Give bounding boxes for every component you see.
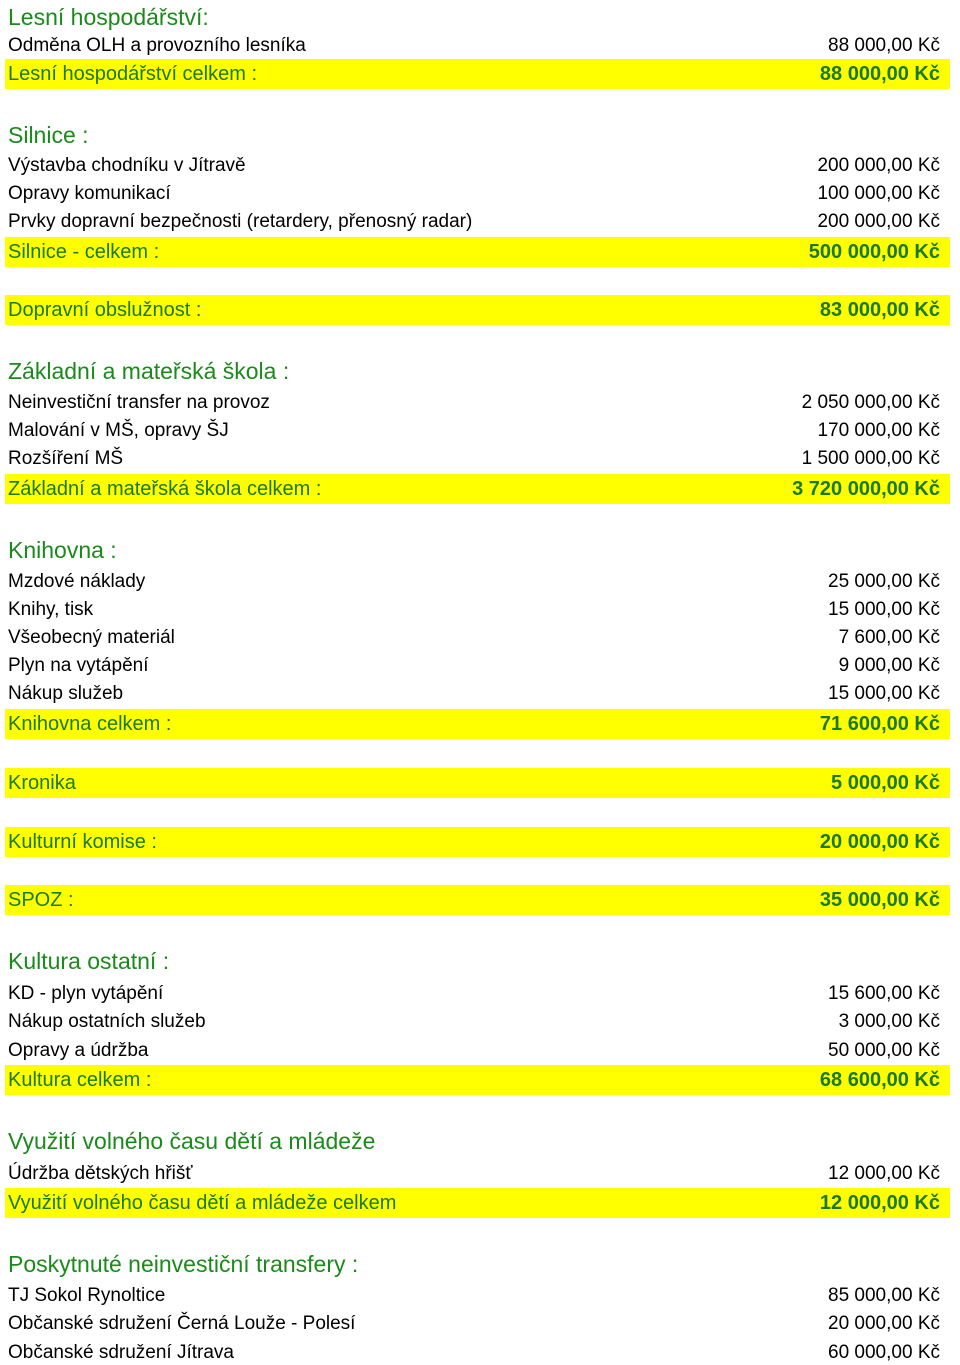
total-row [5, 827, 950, 857]
row-amount: 71 600,00 Kč [819, 713, 940, 735]
line-item [5, 1339, 950, 1365]
section-heading [5, 2, 950, 32]
line-item [5, 624, 950, 650]
row-label: TJ Sokol Rynoltice [8, 1285, 166, 1306]
line-item [5, 1037, 950, 1063]
row-label: Využití volného času dětí a mládeže celkem [8, 1192, 397, 1214]
row-amount: 3 720 000,00 Kč [792, 478, 940, 500]
line-item [5, 1282, 950, 1308]
row-label: Občanské sdružení Jítrava [8, 1342, 234, 1363]
row-label: Neinvestiční transfer na provoz [8, 392, 270, 413]
section-title: Lesní hospodářství: [8, 4, 209, 30]
section-title: Silnice : [8, 122, 89, 148]
row-label: Všeobecný materiál [8, 627, 175, 648]
row-amount: 170 000,00 Kč [817, 420, 940, 441]
row-amount: 85 000,00 Kč [828, 1285, 940, 1306]
total-row [5, 768, 950, 798]
line-item [5, 652, 950, 678]
row-amount: 20 000,00 Kč [819, 831, 940, 853]
row-amount: 12 000,00 Kč [819, 1192, 940, 1214]
row-label: Rozšíření MŠ [8, 448, 124, 469]
total-row [5, 295, 950, 325]
line-item [5, 32, 950, 58]
section-title: Kultura ostatní : [8, 948, 170, 974]
row-amount: 3 000,00 Kč [838, 1011, 940, 1032]
row-amount: 88 000,00 Kč [819, 63, 940, 85]
section-heading [5, 535, 950, 565]
total-row [5, 1188, 950, 1218]
row-amount: 15 000,00 Kč [828, 599, 940, 620]
line-item [5, 1008, 950, 1034]
line-item [5, 1310, 950, 1336]
row-amount: 35 000,00 Kč [819, 889, 940, 911]
row-amount: 1 500 000,00 Kč [801, 448, 940, 469]
section-heading [5, 1249, 950, 1279]
row-label: SPOZ : [8, 889, 74, 911]
row-amount: 25 000,00 Kč [828, 571, 940, 592]
total-row [5, 237, 950, 267]
total-row [5, 885, 950, 915]
row-label: Nákup ostatních služeb [8, 1011, 206, 1032]
row-amount: 15 600,00 Kč [828, 983, 940, 1004]
section-title: Základní a mateřská škola : [8, 358, 290, 384]
row-label: Prvky dopravní bezpečnosti (retardery, přenosný radar) [8, 211, 473, 232]
row-label: Dopravní obslužnost : [8, 299, 202, 321]
row-label: Kronika [8, 772, 76, 794]
row-amount: 100 000,00 Kč [817, 183, 940, 204]
line-item [5, 180, 950, 206]
total-row [5, 709, 950, 739]
row-label: Knihovna celkem : [8, 713, 172, 735]
row-label: Plyn na vytápění [8, 655, 149, 676]
row-amount: 15 000,00 Kč [828, 683, 940, 704]
line-item [5, 152, 950, 178]
section-title: Poskytnuté neinvestiční transfery : [8, 1251, 359, 1277]
section-heading [5, 356, 950, 386]
row-label: Mzdové náklady [8, 571, 146, 592]
line-item [5, 568, 950, 594]
row-amount: 88 000,00 Kč [828, 35, 940, 56]
row-label: Kultura celkem : [8, 1069, 152, 1091]
row-label: Lesní hospodářství celkem : [8, 63, 258, 85]
row-label: Údržba dětských hřišť [8, 1163, 193, 1184]
row-amount: 50 000,00 Kč [828, 1040, 940, 1061]
row-label: Opravy komunikací [8, 183, 171, 204]
section-heading [5, 946, 950, 976]
row-amount: 500 000,00 Kč [808, 241, 940, 263]
line-item [5, 680, 950, 706]
row-label: KD - plyn vytápění [8, 983, 164, 1004]
line-item [5, 596, 950, 622]
row-amount: 7 600,00 Kč [838, 627, 940, 648]
row-amount: 20 000,00 Kč [828, 1313, 940, 1334]
row-amount: 83 000,00 Kč [819, 299, 940, 321]
line-item [5, 417, 950, 443]
row-label: Nákup služeb [8, 683, 124, 704]
section-heading [5, 120, 950, 150]
line-item [5, 389, 950, 415]
total-row [5, 59, 950, 89]
row-amount: 200 000,00 Kč [817, 211, 940, 232]
total-row [5, 474, 950, 504]
row-label: Základní a mateřská škola celkem : [8, 478, 322, 500]
row-label: Výstavba chodníku v Jítravě [8, 155, 246, 176]
row-label: Opravy a údržba [8, 1040, 149, 1061]
row-amount: 9 000,00 Kč [838, 655, 940, 676]
section-title: Využití volného času dětí a mládeže [8, 1128, 376, 1154]
row-label: Malování v MŠ, opravy ŠJ [8, 420, 229, 441]
row-amount: 60 000,00 Kč [828, 1342, 940, 1363]
section-title: Knihovna : [8, 537, 117, 563]
row-label: Knihy, tisk [8, 599, 94, 620]
line-item [5, 1160, 950, 1186]
line-item [5, 980, 950, 1006]
row-amount: 12 000,00 Kč [828, 1163, 940, 1184]
row-amount: 5 000,00 Kč [831, 772, 940, 794]
row-label: Občanské sdružení Černá Louže - Polesí [8, 1313, 356, 1334]
line-item [5, 445, 950, 471]
row-amount: 200 000,00 Kč [817, 155, 940, 176]
line-item [5, 208, 950, 234]
section-heading [5, 1126, 950, 1156]
row-label: Kulturní komise : [8, 831, 157, 853]
row-label: Odměna OLH a provozního lesníka [8, 35, 306, 56]
row-amount: 68 600,00 Kč [819, 1069, 940, 1091]
row-amount: 2 050 000,00 Kč [801, 392, 940, 413]
total-row [5, 1065, 950, 1095]
row-label: Silnice - celkem : [8, 241, 160, 263]
